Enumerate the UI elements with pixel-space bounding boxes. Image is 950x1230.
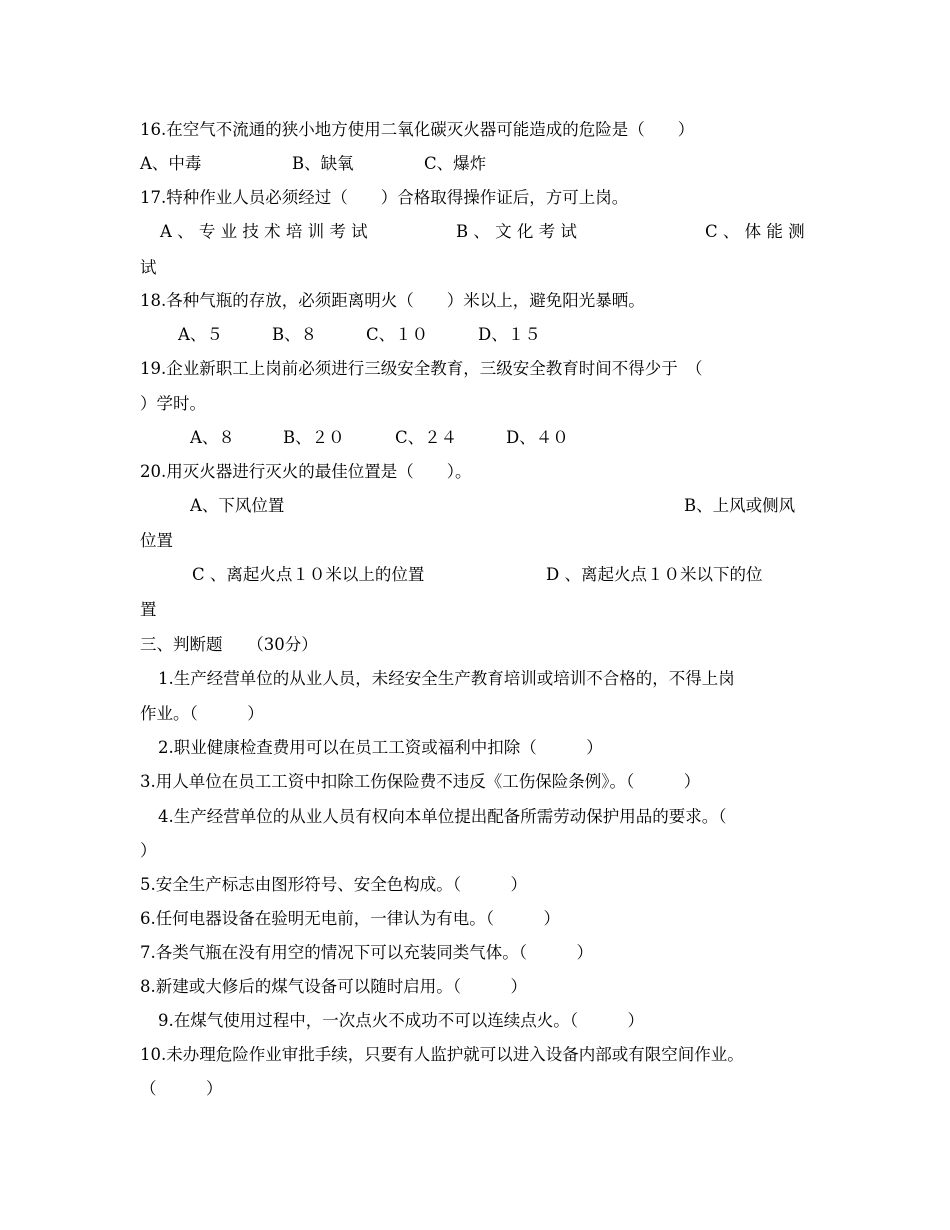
question-19-wrap: ）学时。 <box>140 394 206 413</box>
question-16-option-b: B、缺氧 <box>292 154 354 173</box>
question-16-stem: 16.在空气不流通的狭小地方使用二氧化碳灭火器可能造成的危险是（ ） <box>140 120 695 139</box>
question-16-option-a: A、中毒 <box>140 154 202 173</box>
question-19-stem: 19.企业新职工上岗前必须进行三级安全教育，三级安全教育时间不得少于 （ <box>140 359 703 378</box>
judge-item-6: 6.任何电器设备在验明无电前，一律认为有电。（ ） <box>140 909 560 928</box>
question-18-stem: 18.各种气瓶的存放，必须距离明火（ ）米以上，避免阳光暴晒。 <box>140 291 645 310</box>
question-20-wrap2: 置 <box>140 600 157 619</box>
question-20-option-d: D 、离起火点１０米以下的位 <box>546 565 763 584</box>
question-18-option-d: D、１５ <box>478 325 541 344</box>
judge-item-8: 8.新建或大修后的煤气设备可以随时启用。（ ） <box>140 977 527 996</box>
judge-item-4: 4.生产经营单位的从业人员有权向本单位提出配备所需劳动保护用品的要求。（ <box>158 807 727 826</box>
judge-item-5: 5.安全生产标志由图形符号、安全色构成。（ ） <box>140 875 527 894</box>
question-16-option-c: C、爆炸 <box>424 154 487 173</box>
section-3-title: 三、判断题 （30分） <box>140 635 318 654</box>
question-20-option-b: B、上风或侧风 <box>684 496 796 515</box>
question-20-option-c: C 、离起火点１０米以上的位置 <box>192 565 425 584</box>
judge-item-10-wrap: （ ） <box>140 1079 223 1098</box>
question-20-wrap: 位置 <box>140 531 173 550</box>
question-18-option-a: A、５ <box>178 325 223 344</box>
question-20-stem: 20.用灭火器进行灭火的最佳位置是（ ）。 <box>140 462 472 481</box>
question-17-option-b: B 、 文 化 考 试 <box>456 222 577 241</box>
judge-item-2: 2.职业健康检查费用可以在员工工资或福利中扣除（ ） <box>158 738 603 757</box>
judge-item-10: 10.未办理危险作业审批手续，只要有人监护就可以进入设备内部或有限空间作业。 <box>140 1045 744 1064</box>
judge-item-3: 3.用人单位在员工工资中扣除工伤保险费不违反《工伤保险条例》。（ ） <box>140 772 701 791</box>
question-19-option-b: B、２０ <box>283 428 345 447</box>
question-17-stem: 17.特种作业人员必须经过（ ）合格取得操作证后，方可上岗。 <box>140 188 629 207</box>
judge-item-1: 1.生产经营单位的从业人员，未经安全生产教育培训或培训不合格的，不得上岗 <box>158 669 735 688</box>
judge-item-4-wrap: ） <box>140 841 157 860</box>
question-17-option-c: C 、 体 能 测 <box>705 222 805 241</box>
question-17-wrap: 试 <box>140 258 157 277</box>
question-17-option-a: A 、 专 业 技 术 培 训 考 试 <box>160 222 368 241</box>
question-19-option-d: D、４０ <box>506 428 569 447</box>
judge-item-9: 9.在煤气使用过程中，一次点火不成功不可以连续点火。（ ） <box>158 1011 644 1030</box>
question-18-option-b: B、８ <box>272 325 318 344</box>
judge-item-1-wrap: 作业。（ ） <box>140 704 264 723</box>
judge-item-7: 7.各类气瓶在没有用空的情况下可以充装同类气体。（ ） <box>140 943 593 962</box>
question-18-option-c: C、１０ <box>366 325 429 344</box>
question-20-option-a: A、下风位置 <box>190 496 285 515</box>
question-19-option-a: A、８ <box>190 428 235 447</box>
question-19-option-c: C、２４ <box>395 428 458 447</box>
